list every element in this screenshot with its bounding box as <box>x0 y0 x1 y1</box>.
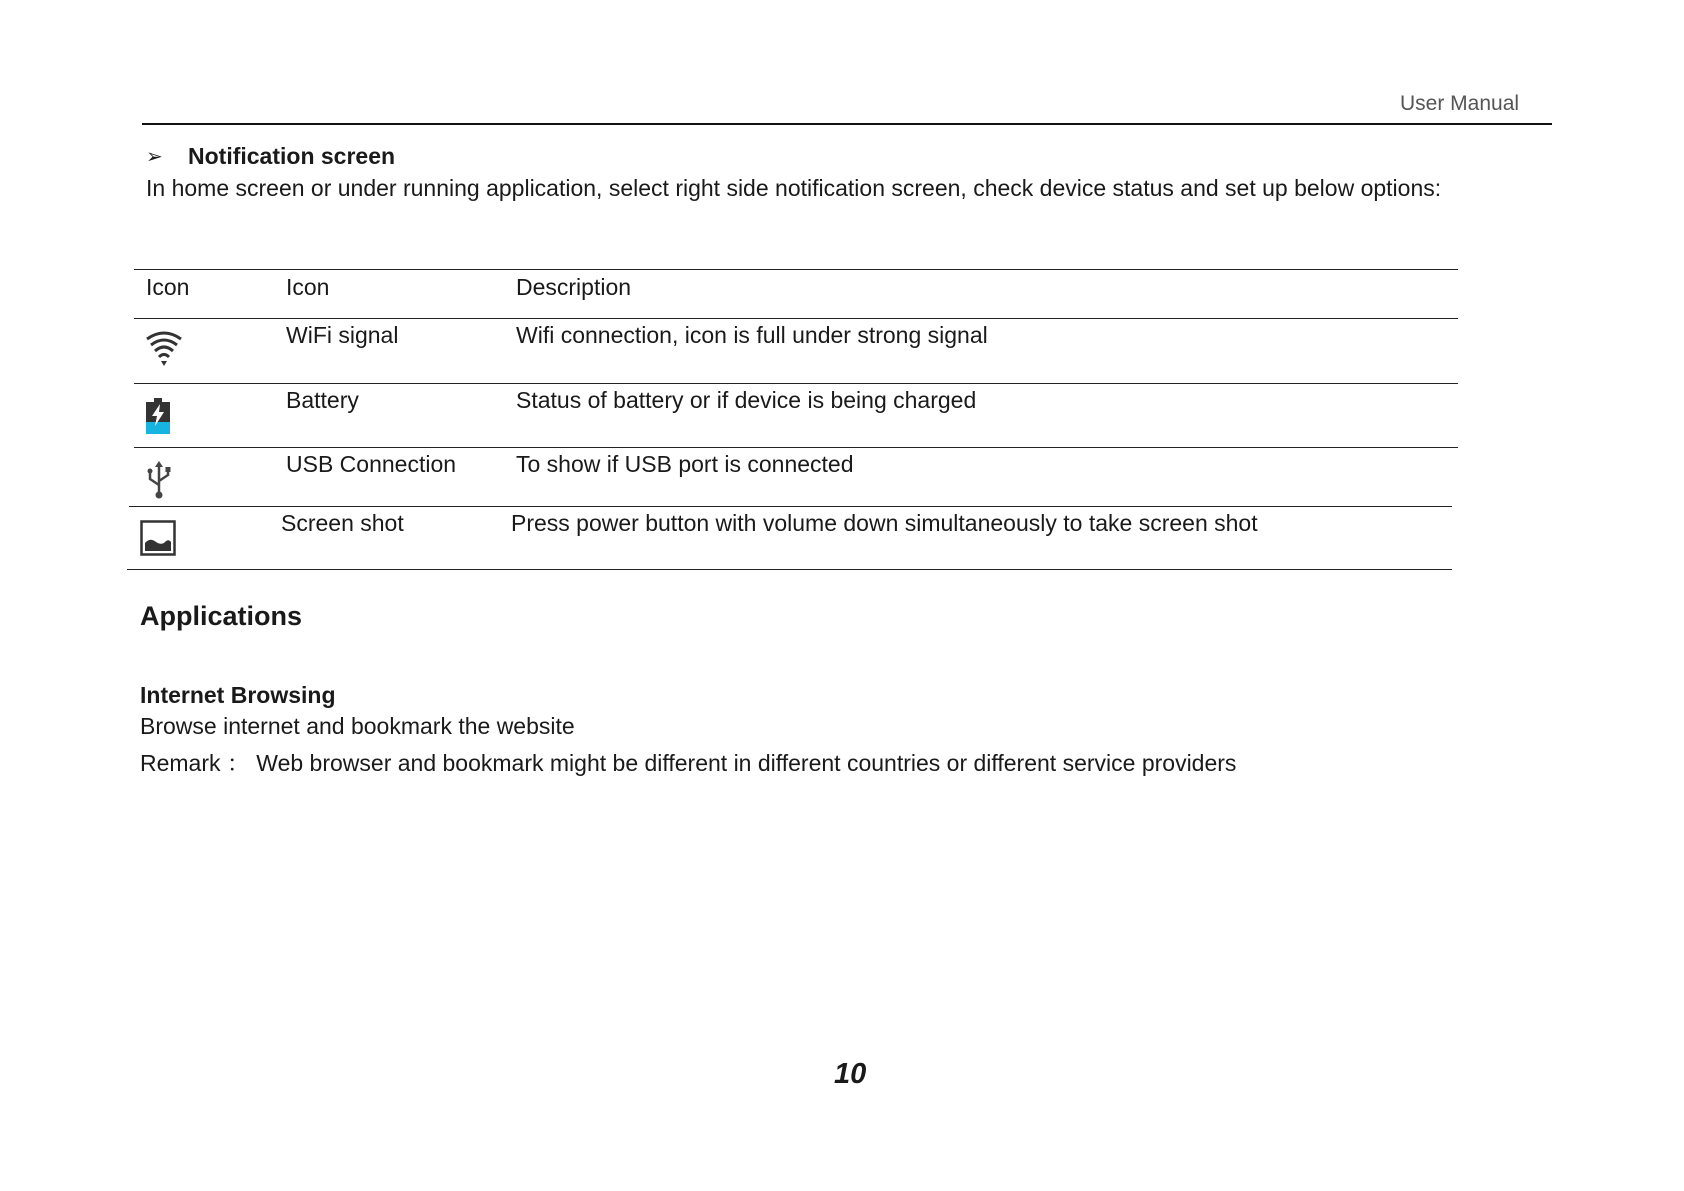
table-cell-description: Wifi connection, icon is full under strong signal <box>516 322 988 348</box>
page-number: 10 <box>834 1058 867 1090</box>
table-cell-name: Battery <box>286 387 359 413</box>
arrow-bullet-icon: ➢ <box>146 146 163 168</box>
battery-charging-icon <box>146 398 170 439</box>
table-header-cell: Icon <box>146 274 190 300</box>
running-header: User Manual <box>1400 92 1520 115</box>
table-rule <box>129 506 1452 507</box>
browsing-remark: Remark ： Web browser and bookmark might be different in different countries or different service providers <box>140 750 1237 776</box>
usb-icon <box>145 461 173 504</box>
screenshot-icon <box>140 520 176 561</box>
section-heading-text: Notification screen <box>188 143 396 169</box>
table-cell-name: WiFi signal <box>286 322 399 348</box>
table-cell-description: Press power button with volume down simultaneously to take screen shot <box>511 510 1258 536</box>
table-rule-top <box>134 269 1458 270</box>
table-header-cell: Icon <box>286 274 330 300</box>
table-rule <box>134 447 1458 448</box>
table-cell-name: USB Connection <box>286 451 457 477</box>
table-rule <box>134 318 1458 319</box>
table-cell-description: To show if USB port is connected <box>516 451 854 477</box>
table-cell-description: Status of battery or if device is being charged <box>516 387 977 413</box>
header-rule <box>142 123 1552 125</box>
table-cell-name: Screen shot <box>281 510 404 536</box>
applications-heading: Applications <box>140 601 303 631</box>
table-header-cell: Description <box>516 274 632 300</box>
browsing-description: Browse internet and bookmark the website <box>140 713 575 739</box>
section-heading <box>146 143 395 170</box>
wifi-icon <box>145 330 183 373</box>
intro-paragraph: In home screen or under running application, select right side notification screen, check device status and set up below options: <box>146 175 1442 201</box>
table-rule-bottom <box>127 569 1452 570</box>
table-rule <box>134 383 1458 384</box>
internet-browsing-heading: Internet Browsing <box>140 682 336 708</box>
